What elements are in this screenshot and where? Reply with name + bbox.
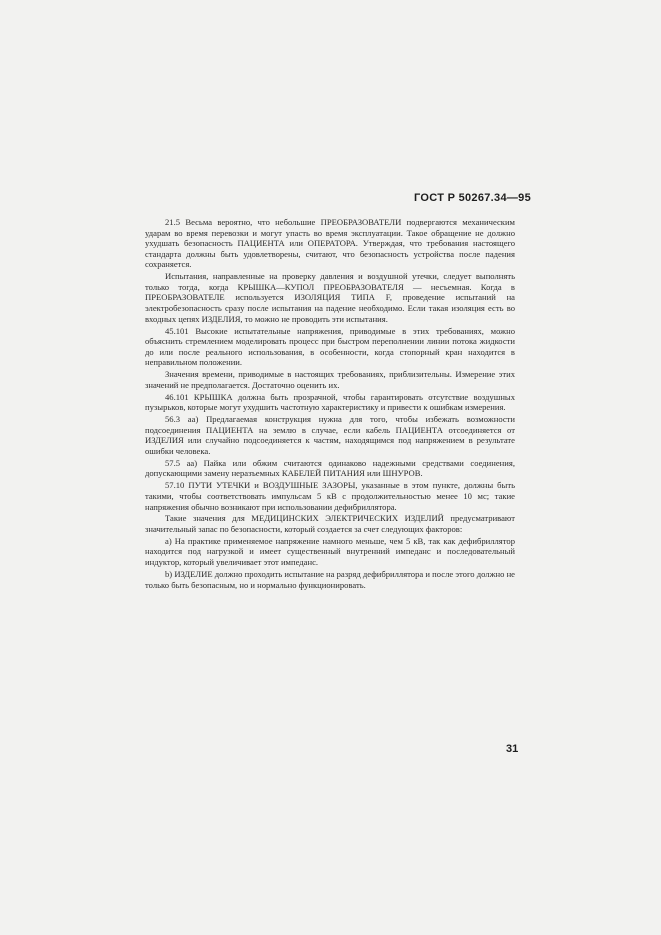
page-number: 31	[506, 743, 519, 755]
list-item-a: а) На практике применяемое напряжение намного меньше, чем 5 кВ, так как дефибриллятор находится под нагрузкой и имеет существенный внутренний импеданс и последовательный индуктор, который увеличивает этот импеданс.	[145, 535, 515, 568]
standard-header: ГОСТ Р 50267.34—95	[414, 192, 532, 204]
paragraph-45-101: 45.101 Высокие испытательные напряжения, приводимые в этих требованиях, можно объяснить стремлением моделировать процесс при быстром переполнении линии потока жидкости до или после реального использования, в особенности, когда стопорный кран находится в неправильном положении.	[145, 325, 515, 368]
paragraph-46-101: 46.101 КРЫШКА должна быть прозрачной, чтобы гарантировать отсутствие воздушных пузырьков, которые могут ухудшить частотную характеристику и привести к ошибкам измерения.	[145, 391, 515, 413]
list-item-b: b) ИЗДЕЛИЕ должно проходить испытание на разряд дефибриллятора и после этого должно не только быть безопасным, но и нормально функционировать.	[145, 568, 515, 590]
document-body	[145, 217, 515, 591]
paragraph-57-10: 57.10 ПУТИ УТЕЧКИ и ВОЗДУШНЫЕ ЗАЗОРЫ, указанные в этом пункте, должны быть такими, чтобы соответствовать импульсам 5 кВ с продолжительностью менее 10 мс; такие напряжения обычно возникают при использовании дефибриллятора.	[145, 480, 515, 512]
paragraph-time-values: Значения времени, приводимые в настоящих требованиях, приблизительны. Измерение этих значений не предполагается. Достаточно оценить их.	[145, 369, 515, 390]
paragraph-57-5: 57.5 аа) Пайка или обжим считаются одинаково надежными средствами соединения, допускающими замену неразъемных КАБЕЛЕЙ ПИТАНИЯ или ШНУРОВ.	[145, 457, 515, 479]
paragraph-21-5: 21.5 Весьма вероятно, что небольшие ПРЕОБРАЗОВАТЕЛИ подвергаются механическим ударам во время перевозки и могут упасть во время эксплуатации. Такое обращение не должно ухудшать безопасность ПАЦИЕНТА или ОПЕРАТОРА. Утверждая, что требования настоящего стандарта должны быть удовлетворены, считают, что безопасность устройства после падения сохраняется.	[145, 217, 515, 270]
paragraph-safety-margin: Такие значения для МЕДИЦИНСКИХ ЭЛЕКТРИЧЕСКИХ ИЗДЕЛИЙ предусматривают значительный запас по безопасности, который создается за счет следующих факторов:	[145, 513, 515, 534]
paragraph-56-3: 56.3 аа) Предлагаемая конструкция нужна для того, чтобы избежать возможности подсоединения ПАЦИЕНТА на землю в случае, если кабель ПАЦИЕНТА отсоединяется от ИЗДЕЛИЯ или случайно подсоединяется к частям, находящимся под напряжением в результате ошибки человека.	[145, 414, 515, 456]
paragraph-pressure-tests: Испытания, направленные на проверку давления и воздушной утечки, следует выполнять только тогда, когда КРЫШКА—КУПОЛ ПРЕОБРАЗОВАТЕЛЯ — несъемная. Когда в ПРЕОБРАЗОВАТЕЛЕ используется ИЗОЛЯЦИЯ ТИПА F, проведение испытаний на электробезопасность сразу после испытания на падение необходимо. Если такая изоляция есть во входных цепях ИЗДЕЛИЯ, то можно не проводить эти испытания.	[145, 271, 515, 324]
